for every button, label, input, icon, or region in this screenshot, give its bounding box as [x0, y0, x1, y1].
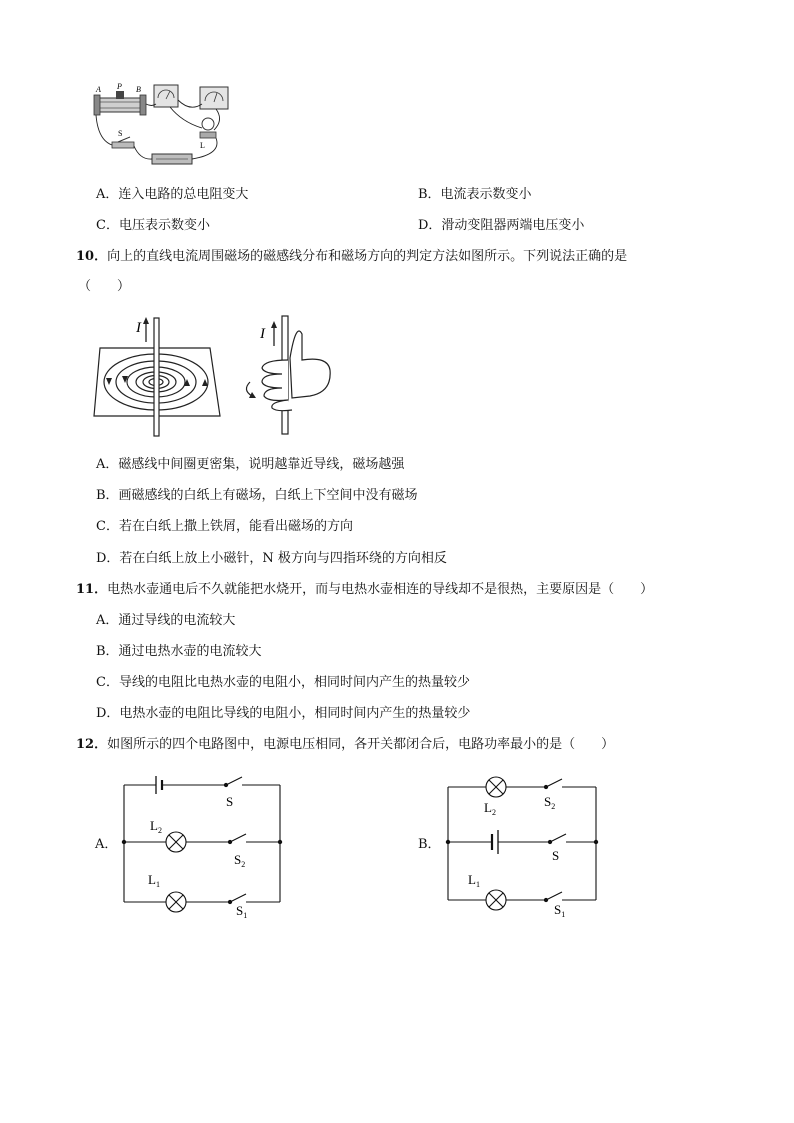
q10-option-c[interactable]: C．若在白纸上撒上铁屑，能看出磁场的方向: [96, 519, 353, 534]
circuit-b-battery-icon: [492, 830, 498, 854]
q9-option-d[interactable]: D．滑动变阻器两端电压变小: [418, 218, 585, 233]
q10-magnetic-field-figure: [92, 312, 342, 440]
q11-option-b[interactable]: B．通过电热水壶的电流较大: [96, 644, 262, 659]
lamp-icon: [202, 118, 214, 130]
q12-number: 12．: [76, 737, 108, 752]
q9-option-b[interactable]: B．电流表示数变小: [418, 187, 532, 202]
circuit-b-switch-s2-icon: [544, 779, 562, 789]
circuit-a-label-s: S: [226, 794, 234, 809]
straight-wire: [154, 318, 159, 436]
circuit-b-switch-s1-icon: [544, 892, 562, 902]
circuit-a-lamp-l1-icon: [166, 892, 186, 912]
voltmeter-icon: [200, 87, 228, 109]
q12-stem-text: 如图所示的四个电路图中，电源电压相同，各开关都闭合后，电路功率最小的是（ ）: [107, 737, 615, 752]
switch-icon: [112, 142, 134, 148]
ammeter-icon: [154, 85, 178, 107]
q9-option-c[interactable]: C．电压表示数变小: [96, 218, 210, 233]
q11-number: 11．: [76, 582, 108, 597]
q10-answer-bracket: （ ）: [78, 279, 131, 294]
q10-option-a[interactable]: A．磁感线中间圈更密集，说明越靠近导线，磁场越强: [96, 457, 405, 472]
rheostat-body: [98, 98, 142, 112]
q11-stem: [76, 581, 653, 599]
circuit-a-battery-icon: [156, 776, 162, 794]
circuit-a-label-s2: $S_2$: [234, 852, 246, 869]
circuit-b-lamp-l1-icon: [486, 890, 506, 910]
circuit-b-label-l1: $L_1$: [468, 872, 480, 889]
label-p: P: [117, 82, 122, 91]
circuit-a-label-s1: $S_1$: [236, 903, 248, 920]
q11-option-a[interactable]: A．通过导线的电流较大: [96, 613, 236, 628]
label-l: L: [200, 141, 205, 150]
circuit-a-switch-s-icon: [224, 777, 242, 787]
label-b: B: [136, 85, 141, 94]
current-label-left: I: [136, 320, 141, 336]
q11-option-d[interactable]: D．电热水壶的电阻比导线的电阻小，相同时间内产生的热量较少: [96, 706, 471, 721]
q9-option-a[interactable]: A．连入电路的总电阻变大: [96, 187, 249, 202]
circuit-a-diagram: [116, 772, 296, 922]
circuit-b-label-l2: $L_2$: [484, 800, 496, 817]
slider-p: [116, 91, 124, 99]
current-label-right: I: [260, 326, 265, 342]
q11-option-c[interactable]: C．导线的电阻比电热水壶的电阻小，相同时间内产生的热量较少: [96, 675, 470, 690]
q12-stem: [76, 736, 614, 754]
q11-stem-text: 电热水壶通电后不久就能把水烧开，而与电热水壶相连的导线却不是很热，主要原因是（ ）: [107, 582, 654, 597]
circuit-b-lamp-l2-icon: [486, 777, 506, 797]
circuit-b-switch-s-icon: [548, 834, 566, 844]
circuit-a-label[interactable]: A．: [95, 837, 118, 852]
circuit-b-diagram: [440, 772, 610, 922]
circuit-a-label-l2: $L_2$: [150, 818, 162, 835]
label-a: A: [96, 85, 101, 94]
circuit-b-label-s2: $S_2$: [544, 794, 556, 811]
circuit-b-label-s1: $S_1$: [554, 902, 566, 919]
circuit-a-switch-s2-icon: [228, 834, 246, 844]
circuit-a-label-l1: $L_1$: [148, 872, 160, 889]
q10-option-d[interactable]: D．若在白纸上放上小磁针，N 极方向与四指环绕的方向相反: [96, 551, 447, 566]
circuit-b-label-s: S: [552, 848, 560, 863]
circuit-b-label[interactable]: B．: [418, 837, 441, 852]
right-hand-icon: [262, 331, 330, 411]
circuit-a-lamp-l2-icon: [166, 832, 186, 852]
q10-stem-line1: [76, 248, 627, 266]
q10-option-b[interactable]: B．画磁感线的白纸上有磁场，白纸上下空间中没有磁场: [96, 488, 418, 503]
q10-number: 10．: [76, 249, 108, 264]
q10-stem-text: 向上的直线电流周围磁场的磁感线分布和磁场方向的判定方法如图所示。下列说法正确的是: [107, 249, 628, 264]
label-s: S: [118, 129, 123, 138]
q9-apparatus-figure: [90, 82, 240, 170]
